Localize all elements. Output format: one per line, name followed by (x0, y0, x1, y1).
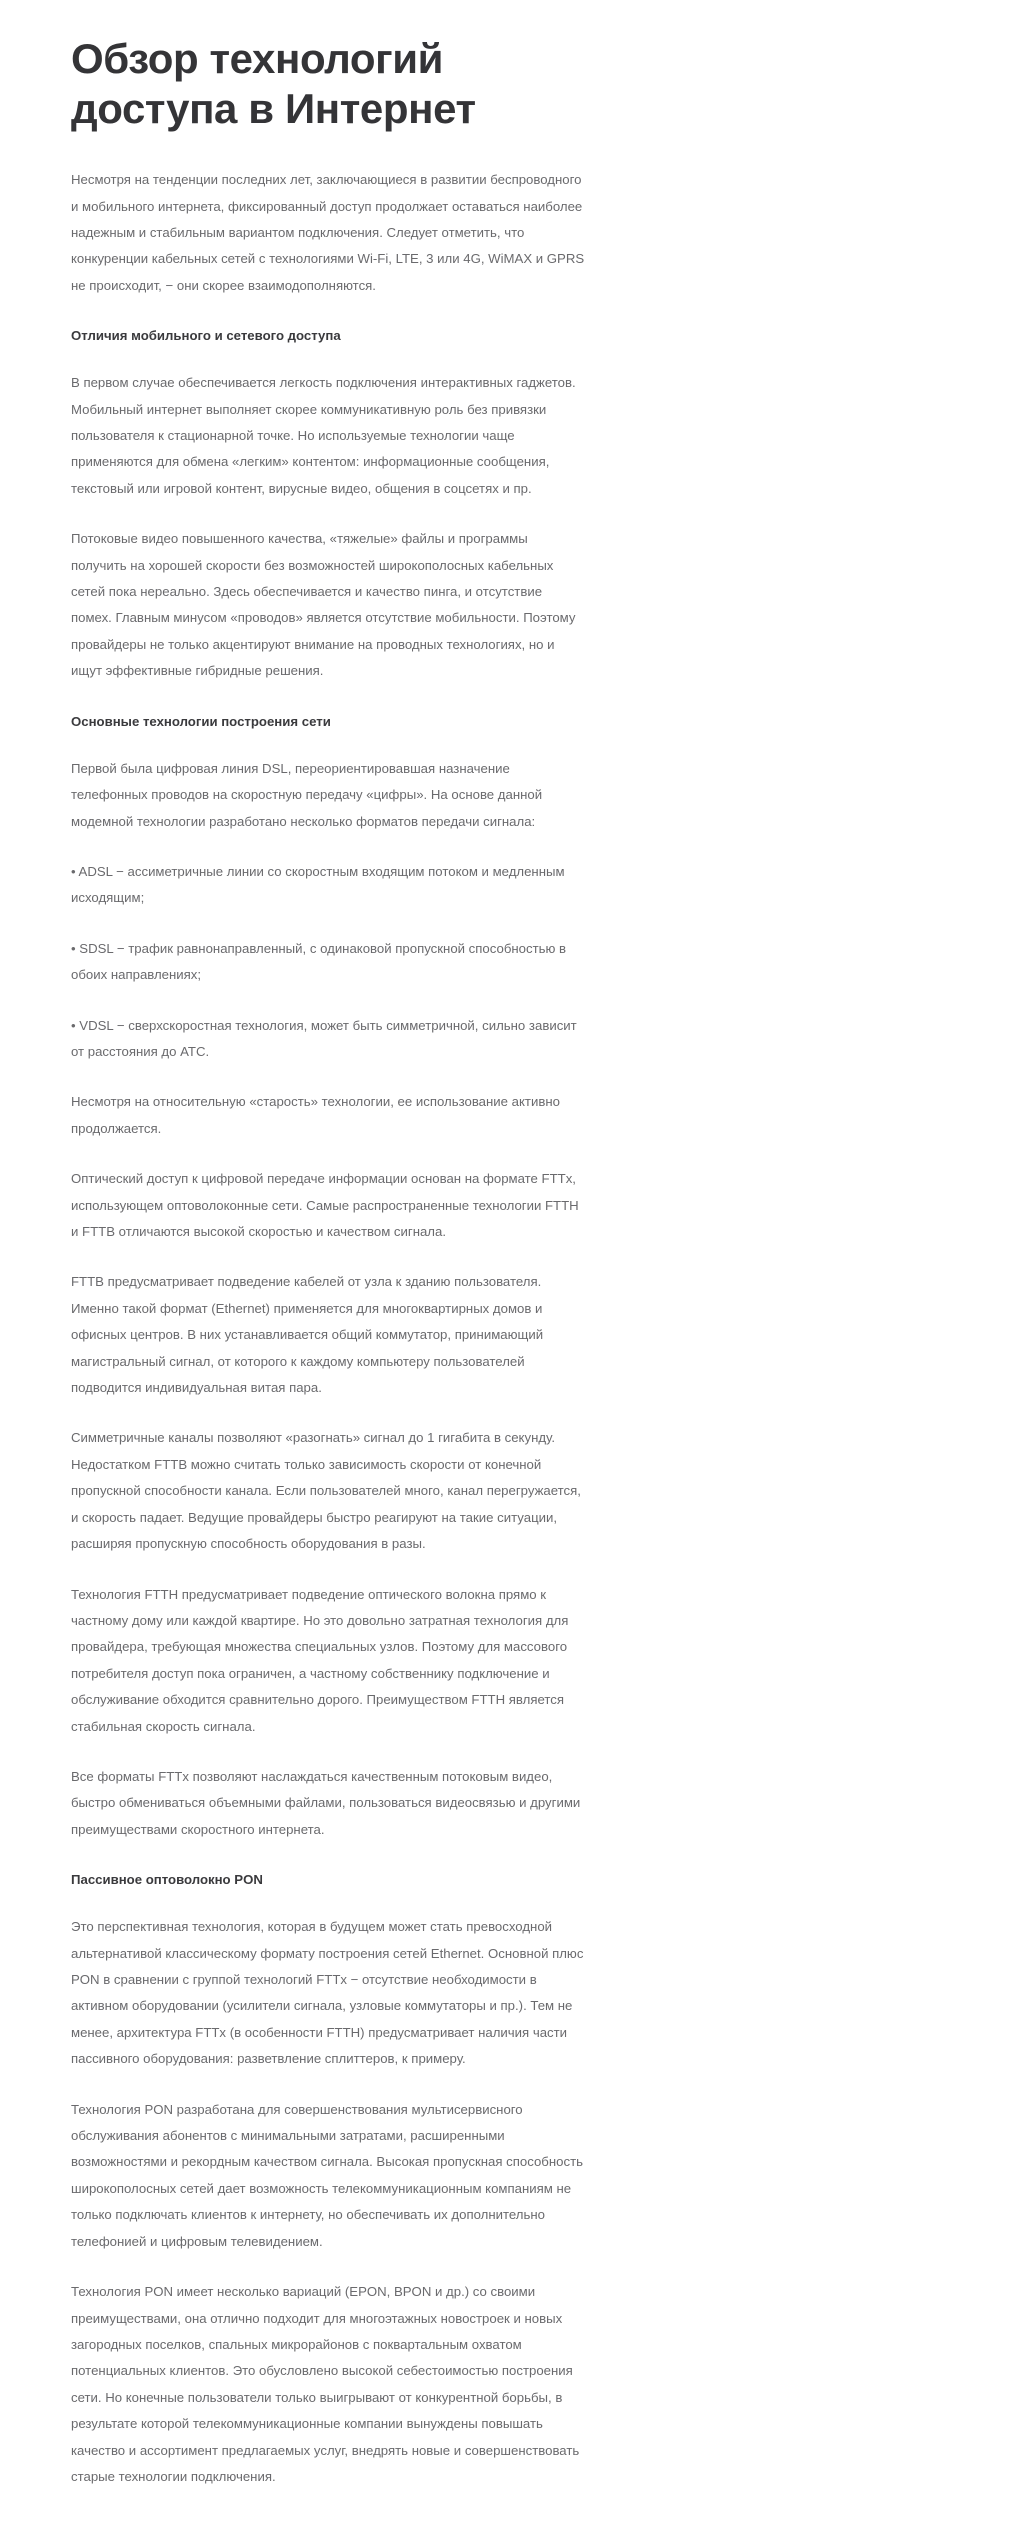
paragraph-streaming-quality: Потоковые видео повышенного качества, «тяжелые» файлы и программы получить на хорошей скорости без возможностей широкополосных кабельных сетей пока нереально. Здесь обеспечивается и качество пинга, и отсутствие помех. Главным минусом «проводов» является отсутствие мобильности. Поэтому провайдеры не только акцентируют внимание на проводных технологиях, но и ищут эффективные гибридные решения. (71, 531, 576, 679)
intro-paragraph: Несмотря на тенденции последних лет, заключающиеся в развитии беспроводного и мобильного интернета, фиксированный доступ продолжает оставаться наиболее надежным и стабильным вариантом подключения. Следует отметить, что конкуренции кабельных сетей с технологиями Wi-Fi, LTE, 3 или 4G, WiMAX и GPRS не происходит, − они скорее взаимодополняются. (71, 172, 585, 293)
subheading-core-network-technologies: Основные технологии построения сети (71, 713, 331, 729)
bullet-sdsl: • SDSL − трафик равнонаправленный, с одинаковой пропускной способностью в обоих направлениях; (71, 940, 567, 983)
subheading-passive-optics-pon: Пассивное оптоволокно PON (71, 1872, 263, 1888)
paragraph-fttx-benefits: Все форматы FTTx позволяют наслаждаться качественным потоковым видео, быстро обмениваться объемными файлами, пользоваться видеосвязью и другими преимуществами скоростного интернета. (71, 1768, 581, 1837)
page-title: Обзор технологий доступа в Интернет (71, 35, 476, 132)
paragraph-symmetric-channels: Симметричные каналы позволяют «разогнать» сигнал до 1 гигабита в секунду. Недостатком FTTB можно считать только зависимость скорости от конечной пропускной способности канала. Если пользователей много, канал перегружается, и скорость падает. Ведущие провайдеры быстро реагируют на такие ситуации, расширяя пропускную способность оборудования в разы. (71, 1430, 581, 1552)
paragraph-fttb-description: FTTB предусматривает подведение кабелей от узла к зданию пользователя. Именно такой формат (Ethernet) применяется для многоквартирных домов и офисных центров. В них устанавливается общий коммутатор, принимающий магистральный сигнал, от которого к каждому компьютеру пользователей подводится индивидуальная витая пара. (71, 1274, 544, 1396)
paragraph-mobile-gadgets: В первом случае обеспечивается легкость подключения интерактивных гаджетов. Мобильный интернет выполняет скорее коммуникативную роль без привязки пользователя к стационарной точке. Но используемые технологии чаще применяются для обмена «легким» контентом: информационные сообщения, текстовый или игровой контент, вирусные видео, общения в соцсетях и пр. (71, 375, 576, 496)
paragraph-pon-variations: Технология PON имеет несколько вариаций (EPON, BPON и др.) со своими преимуществами, она отлично подходит для многоэтажных новостроек и новых загородных поселков, спальных микрорайонов с поквартальным охватом потенциальных клиентов. Это обусловлено высокой себестоимостью построения сети. Но конечные пользователи только выигрывают от конкурентной борьбы, в результате которой телекоммуникационные компании вынуждены повышать качество и ассортимент предлагаемых услуг, внедрять новые и совершенствовать старые технологии подключения. (71, 2284, 580, 2484)
paragraph-dsl-intro: Первой была цифровая линия DSL, переориентировавшая назначение телефонных проводов на скоростную передачу «цифры». На основе данной модемной технологии разработано несколько форматов передачи сигнала: (71, 760, 543, 829)
article-content (71, 167, 586, 2490)
paragraph-pon-multiservice: Технология PON разработана для совершенствования мультисервисного обслуживания абонентов с минимальными затратами, расширенными возможностями и рекордным качеством сигнала. Высокая пропускная способность широкополосных сетей дает возможность телекоммуникационным компаниям не только подключать клиентов к интернету, но обеспечивать их дополнительно телефонией и цифровым телевидением. (71, 2101, 583, 2249)
paragraph-ftth-description: Технология FTTH предусматривает подведение оптического волокна прямо к частному дому или каждой квартире. Но это довольно затратная технология для провайдера, требующая множества специальных узлов. Поэтому для массового потребителя доступ пока ограничен, а частному собственнику подключение и обслуживание обходится сравнительно дорого. Преимуществом FTTH является стабильная скорость сигнала. (71, 1586, 569, 1734)
paragraph-pon-prospects: Это перспективная технология, которая в будущем может стать превосходной альтернативой классическому формату построения сетей Ethernet. Основной плюс PON в сравнении с группой технологий FTTx − отсутствие необходимости в активном оборудовании (усилители сигнала, узловые коммутаторы и пр.). Тем не менее, архитектура FTTx (в особенности FTTH) предусматривает наличия части пассивного оборудования: разветвление сплиттеров, к примеру. (71, 1919, 584, 2067)
paragraph-dsl-age: Несмотря на относительную «старость» технологии, ее использование активно продолжается. (71, 1094, 560, 1136)
subheading-mobile-vs-network: Отличия мобильного и сетевого доступа (71, 328, 341, 344)
bullet-vdsl: • VDSL − сверхскоростная технология, может быть симметричной, сильно зависит от расстояния до АТС. (71, 1017, 577, 1059)
paragraph-optical-fttx: Оптический доступ к цифровой передаче информации основан на формате FTTx, использующем оптоволоконные сети. Самые распространенные технологии FTTH и FTTB отличаются высокой скоростью и качеством сигнала. (71, 1171, 579, 1240)
bullet-adsl: • ADSL − ассиметричные линии со скоростным входящим потоком и медленным исходящим; (71, 863, 565, 906)
bottom-spacer (71, 2490, 586, 2530)
